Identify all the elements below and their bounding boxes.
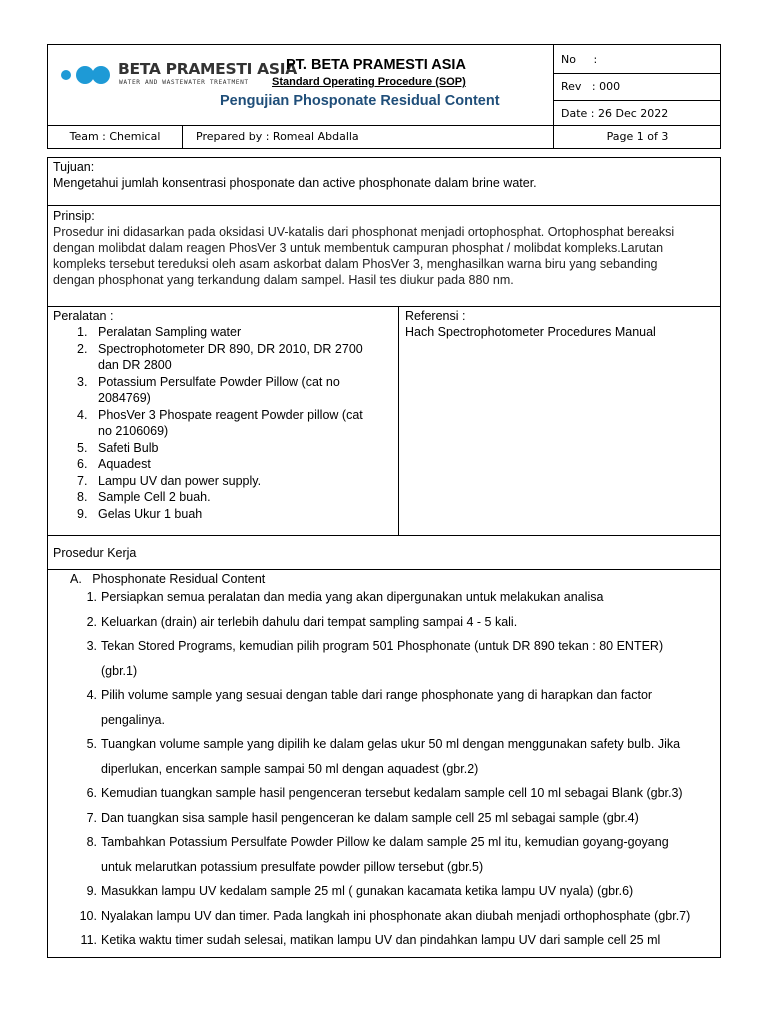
peralatan-item (53, 456, 393, 473)
step-number: 1. (86, 590, 97, 604)
step-number: 4. (86, 688, 97, 702)
prosedur-step (79, 830, 719, 879)
company-name: PT. BETA PRAMESTI ASIA (286, 57, 466, 73)
prinsip-line: dengan molibdat dalam reagen PhosVer 3 untuk membentuk campuran phosphat / molibdat kompleks.Larutan (53, 241, 664, 255)
item-number: 5. (77, 440, 88, 455)
item-number: 2. (77, 341, 88, 356)
step-number: 2. (86, 614, 97, 629)
peralatan-item (53, 489, 393, 506)
item-text: PhosVer 3 Phospate reagent Powder pillow (cat (98, 407, 363, 422)
prinsip-text (53, 224, 674, 288)
sop-body-table (47, 157, 721, 958)
item-number: 6. (77, 457, 88, 471)
prosedur-step (79, 806, 719, 831)
prinsip-line: kompleks tersebut tereduksi oleh asam askorbat dalam PhosVer 3, menghasilkan warna biru yang sebanding (53, 257, 658, 271)
step-number: 9. (86, 884, 97, 898)
prosedur-step (79, 610, 719, 635)
prinsip-line: dengan phosphonat yang terkandung dalam sampel. Hasil tes diukur pada 880 nm. (53, 273, 514, 287)
step-number: 10. (79, 908, 97, 923)
step-text: Tekan Stored Programs, kemudian pilih program 501 Phosphonate (untuk DR 890 tekan : 80 ENTER) (101, 639, 664, 653)
prepared-by-cell: Prepared by : Romeal Abdalla (196, 130, 359, 143)
prosedur-step (79, 585, 719, 610)
step-text: Dan tuangkan sisa sample hasil pengenceran ke dalam sample cell 25 ml sebagai sample (gbr.4) (101, 810, 639, 825)
step-text: Persiapkan semua peralatan dan media yang akan dipergunakan untuk melakukan analisa (101, 590, 604, 604)
step-text: Ketika waktu timer sudah selesai, matikan lampu UV dan pindahkan lampu UV dari sample cell 25 ml (101, 933, 661, 947)
revision: Rev : 000 (561, 80, 621, 93)
step-text: Keluarkan (drain) air terlebih dahulu dari tempat sampling sampai 4 - 5 kali. (101, 614, 518, 629)
prosedur-heading: Prosedur Kerja (53, 546, 137, 560)
step-number: 3. (86, 639, 97, 653)
item-text: Sample Cell 2 buah. (98, 490, 211, 504)
peralatan-item (53, 473, 393, 490)
item-text: Safeti Bulb (98, 440, 159, 455)
peralatan-item (53, 374, 393, 407)
prinsip-heading: Prinsip: (53, 209, 95, 223)
sop-label: Standard Operating Procedure (SOP) (272, 76, 466, 88)
prosedur-step (79, 781, 719, 806)
page-number-cell: Page 1 of 3 (606, 130, 669, 143)
step-text: Pilih volume sample yang sesuai dengan table dari range phosphonate yang di harapkan dan factor (101, 688, 653, 702)
item-text: 2084769) (98, 391, 151, 405)
doc-number: No : (561, 53, 598, 66)
step-text: (gbr.1) (101, 663, 138, 678)
tujuan-heading: Tujuan: (53, 160, 95, 174)
step-text: pengalinya. (101, 712, 165, 727)
item-number: 1. (77, 325, 88, 339)
item-number: 3. (77, 374, 88, 389)
item-number: 7. (77, 473, 88, 488)
step-text: Nyalakan lampu UV dan timer. Pada langkah ini phosphonate akan diubah menjadi orthophosphate (gbr.7) (101, 908, 691, 923)
peralatan-item (53, 506, 393, 523)
document-header (47, 44, 721, 126)
prosedur-step (79, 904, 719, 929)
item-text: Potassium Persulfate Powder Pillow (cat no (98, 374, 340, 389)
item-text: dan DR 2800 (98, 358, 172, 372)
prosedur-steps (79, 585, 719, 953)
prosedur-step (79, 879, 719, 904)
step-number: 5. (86, 737, 97, 751)
item-number: 8. (77, 490, 88, 504)
step-text: diperlukan, encerkan sample sampai 50 ml dengan aquadest (gbr.2) (101, 761, 479, 776)
item-text: Gelas Ukur 1 buah (98, 506, 203, 521)
item-number: 4. (77, 407, 88, 422)
step-text: Masukkan lampu UV kedalam sample 25 ml ( gunakan kacamata ketika lampu UV nyala) (gbr.6) (101, 884, 634, 898)
document-title: Pengujian Phosponate Residual Content (220, 93, 500, 109)
company-logo (60, 58, 297, 94)
step-number: 8. (86, 835, 97, 849)
peralatan-item (53, 440, 393, 457)
item-number: 9. (77, 506, 88, 521)
logo-circles-icon (60, 62, 122, 88)
team-row (47, 125, 721, 149)
step-number: 11. (80, 933, 97, 947)
item-text: Spectrophotometer DR 890, DR 2010, DR 2700 (98, 341, 363, 356)
item-text: no 2106069) (98, 424, 169, 438)
step-number: 7. (86, 810, 97, 825)
doc-date: Date : 26 Dec 2022 (561, 107, 669, 120)
step-text: untuk melarutkan potassium presulfate powder pillow tersebut (gbr.5) (101, 859, 484, 874)
team-cell: Team : Chemical (69, 130, 161, 143)
step-text: Tambahkan Potassium Persulfate Powder Pillow ke dalam sample 25 ml itu, kemudian goyang-goyang (101, 835, 669, 849)
item-text: Peralatan Sampling water (98, 325, 242, 339)
peralatan-list (53, 324, 393, 522)
prinsip-line: Prosedur ini didasarkan pada oksidasi UV-katalis dari phosphonat menjadi ortophosphat. Ortophosphat bereaksi (53, 225, 675, 239)
step-number: 6. (86, 786, 97, 800)
peralatan-item (53, 341, 393, 374)
prosedur-step (79, 732, 719, 781)
step-text: Kemudian tuangkan sample hasil pengenceran tersebut kedalam sample cell 10 ml sebagai Blank (gbr.3) (101, 786, 683, 800)
prosedur-step (79, 683, 719, 732)
prosedur-step (79, 634, 719, 683)
peralatan-heading: Peralatan : (53, 309, 114, 323)
prosedur-section-title: A. Phosphonate Residual Content (70, 572, 266, 586)
logo-name: BETA PRAMESTI ASIA (118, 60, 297, 78)
tujuan-text: Mengetahui jumlah konsentrasi phosponate dan active phosphonate dalam brine water. (53, 176, 537, 190)
referensi-heading: Referensi : (405, 309, 466, 323)
peralatan-item (53, 324, 393, 341)
logo-tagline: WATER AND WASTEWATER TREATMENT (119, 79, 249, 86)
prosedur-step (79, 928, 719, 953)
step-text: Tuangkan volume sample yang dipilih ke dalam gelas ukur 50 ml dengan menggunakan safety bulb. Jika (101, 737, 681, 751)
item-text: Lampu UV dan power supply. (98, 473, 262, 488)
referensi-text: Hach Spectrophotometer Procedures Manual (405, 325, 656, 339)
peralatan-item (53, 407, 393, 440)
item-text: Aquadest (98, 457, 151, 471)
